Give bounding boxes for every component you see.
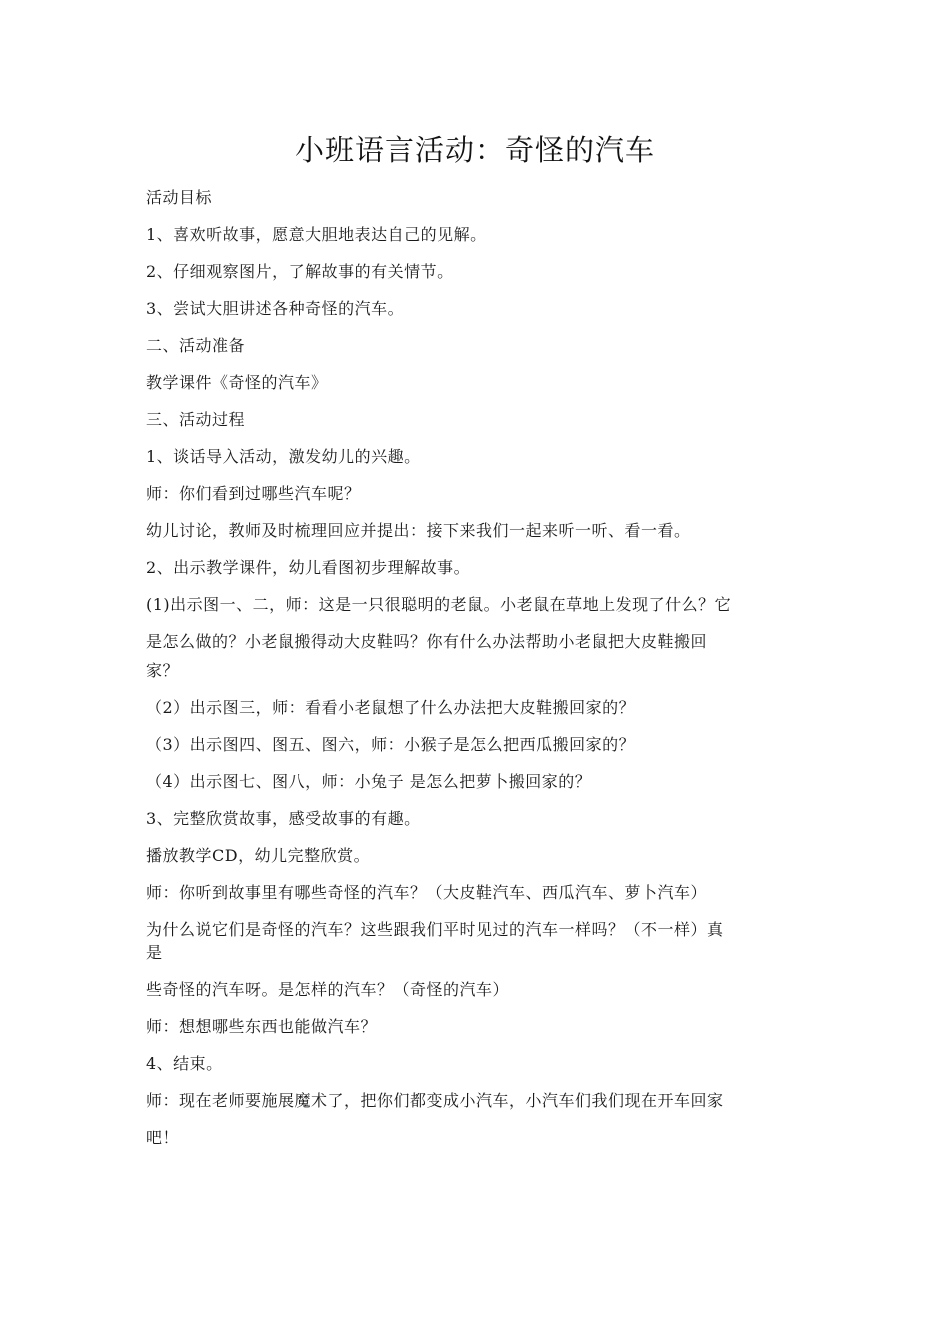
process-step-2: 2、出示教学课件，幼儿看图初步理解故事。 bbox=[146, 558, 471, 577]
page-title: 小班语言活动：奇怪的汽车 bbox=[294, 133, 655, 167]
paragraph-line: 家？ bbox=[146, 661, 180, 680]
section-heading-preparation: 二、活动准备 bbox=[146, 336, 246, 355]
paragraph-line: 师：想想哪些东西也能做汽车？ bbox=[146, 1017, 378, 1036]
goal-item-3: 3、尝试大胆讲述各种奇怪的汽车。 bbox=[146, 299, 405, 318]
paragraph-line: （4）出示图七、图八，师：小兔子 是怎么把萝卜搬回家的？ bbox=[146, 772, 592, 791]
paragraph-line: 师：你们看到过哪些汽车呢？ bbox=[146, 484, 361, 503]
paragraph-line: （3）出示图四、图五、图六，师：小猴子是怎么把西瓜搬回家的？ bbox=[146, 735, 636, 754]
paragraph-line: 些奇怪的汽车呀。是怎样的汽车？（奇怪的汽车） bbox=[146, 980, 510, 999]
process-step-3: 3、完整欣赏故事，感受故事的有趣。 bbox=[146, 809, 421, 828]
paragraph-line: 是怎么做的？小老鼠搬得动大皮鞋吗？你有什么办法帮助小老鼠把大皮鞋搬回 bbox=[146, 632, 708, 651]
section-heading-goals: 活动目标 bbox=[146, 188, 213, 207]
document-body bbox=[146, 186, 812, 1163]
goal-item-1: 1、喜欢听故事，愿意大胆地表达自己的见解。 bbox=[146, 225, 487, 244]
paragraph-line: (1)出示图一、二，师：这是一只很聪明的老鼠。小老鼠在草地上发现了什么？它 bbox=[146, 595, 732, 614]
paragraph-line: 吧！ bbox=[146, 1128, 180, 1147]
paragraph-line: 播放教学CD，幼儿完整欣赏。 bbox=[146, 846, 371, 865]
process-step-4: 4、结束。 bbox=[146, 1054, 223, 1073]
paragraph-line: 幼儿讨论，教师及时梳理回应并提出：接下来我们一起来听一听、看一看。 bbox=[146, 521, 691, 540]
paragraph-line: 是 bbox=[146, 943, 163, 962]
preparation-text: 教学课件《奇怪的汽车》 bbox=[146, 373, 328, 392]
goal-item-2: 2、仔细观察图片，了解故事的有关情节。 bbox=[146, 262, 454, 281]
section-heading-process: 三、活动过程 bbox=[146, 410, 246, 429]
paragraph-line: （2）出示图三，师：看看小老鼠想了什么办法把大皮鞋搬回家的？ bbox=[146, 698, 636, 717]
paragraph-line: 师：你听到故事里有哪些奇怪的汽车？（大皮鞋汽车、西瓜汽车、萝卜汽车） bbox=[146, 883, 708, 902]
paragraph-line: 师：现在老师要施展魔术了，把你们都变成小汽车，小汽车们我们现在开车回家 bbox=[146, 1091, 724, 1110]
paragraph-line: 为什么说它们是奇怪的汽车？这些跟我们平时见过的汽车一样吗？（不一样）真 bbox=[146, 920, 724, 939]
process-step-1: 1、谈话导入活动，激发幼儿的兴趣。 bbox=[146, 447, 421, 466]
